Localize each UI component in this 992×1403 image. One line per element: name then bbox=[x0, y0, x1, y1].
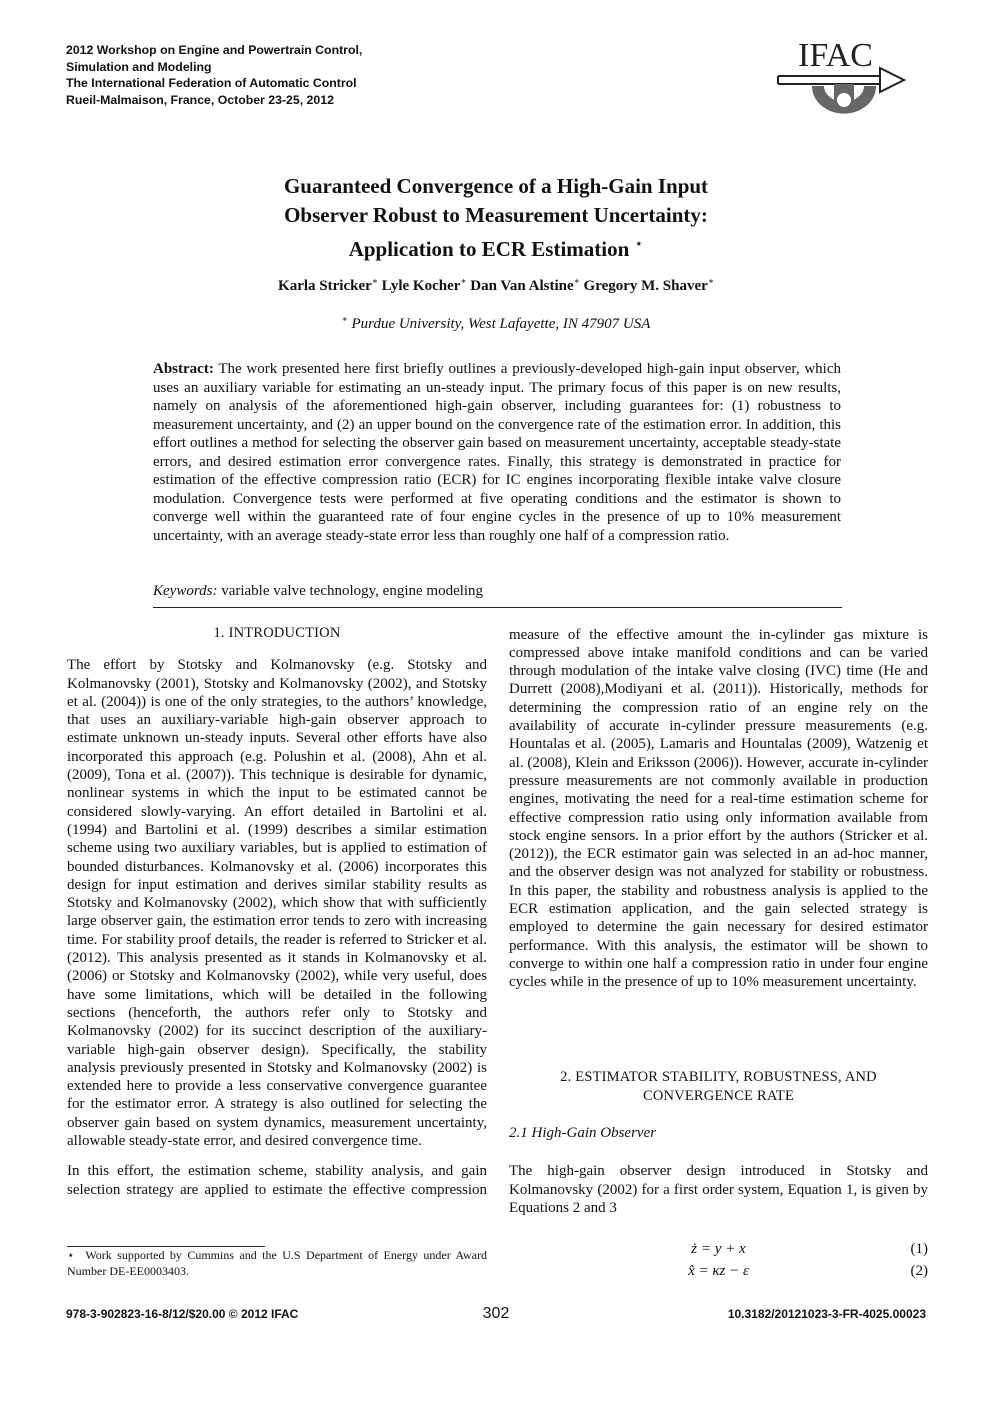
title-line-1: Guaranteed Convergence of a High-Gain Input bbox=[283, 174, 709, 198]
paper-title bbox=[150, 172, 842, 264]
equation-2-number: (2) bbox=[910, 1263, 928, 1279]
abstract bbox=[153, 360, 841, 545]
author-mark: ∗ bbox=[573, 276, 580, 286]
author-name: Dan Van Alstine bbox=[470, 278, 574, 294]
abstract-label: Abstract: bbox=[153, 361, 214, 377]
author-mark: ∗ bbox=[707, 276, 714, 286]
ifac-logo-text: IFAC bbox=[798, 37, 873, 74]
intro-paragraph-2-start bbox=[67, 1162, 487, 1198]
intro-paragraph-2-flow bbox=[509, 624, 928, 992]
equation-2-expr: x̂ = κz − ε bbox=[688, 1263, 749, 1279]
conference-line-4: Rueil-Malmaison, France, October 23-25, 2012 bbox=[66, 92, 334, 107]
footnote-text: Work supported by Cummins and the U.S Department of Energy under Award Number DE-EE0003403. bbox=[67, 1248, 488, 1278]
intro-paragraph-2: In this effort, the estimation scheme, stability analysis, and gain selection strategy are applied to estimate the effective compression bbox=[67, 1163, 487, 1198]
section-2-heading-line-1: 2. ESTIMATOR STABILITY, ROBUSTNESS, AND bbox=[560, 1069, 877, 1085]
equation-1-number: (1) bbox=[910, 1241, 928, 1257]
keywords-text: variable valve technology, engine modeling bbox=[221, 583, 484, 599]
section-2-heading-line-2: CONVERGENCE RATE bbox=[642, 1088, 795, 1104]
author-name: Lyle Kocher bbox=[381, 278, 461, 294]
footer-isbn: 978-3-902823-16-8/12/$20.00 © 2012 IFAC bbox=[66, 1307, 299, 1321]
intro-paragraph-2-cont-text: measure of the effective amount the in-cylinder gas mixture is compressed above intake manifold conditions and can be varied through modulation of the intake valve closing (IVC) time (He and Durrett (2008),Modiyani et al. (2011)). Historically, methods for determining the compression ratio of an engine rely on the availability of accurate in-cylinder pressure measurements (e.g. Hountalas et al. (2005), Lamaris and Hountalas (2009), Watzenig et al. (2008), Klein and Eriksson (2006)). However, accurate in-cylinder pressure measurements are not commonly available in production engines, motivating the need for a real-time estimation scheme for effective compression ratio using only information available from stock engine sensors. In a prior effort by the authors (Stricker et al. (2012)), the ECR estimator gain was selected in an ad-hoc manner, and the observer design was not analyzed for stability or robustness. In this paper, the stability and robustness analysis is applied to the ECR estimation application, and the gain selected strategy is employed to determine the gain necessary for desired estimator performance. With this analysis, the estimator will be shown to converge to within one half a compression ratio in under four engine cycles while in the presence of up to 10% measurement uncertainty. bbox=[509, 626, 928, 991]
affiliation bbox=[150, 314, 842, 333]
author-name: Karla Stricker bbox=[278, 278, 372, 294]
conference-line-3: The International Federation of Automatic Control bbox=[66, 76, 357, 90]
equation-2 bbox=[509, 1263, 928, 1283]
intro-paragraph-1: The effort by Stotsky and Kolmanovsky (e.g. Stotsky and Kolmanovsky (2001), Stotsky and Kolmanovsky (2002), and Stotsky et al. (2004)) is one of the only strategies, to the authors’ knowledge, that uses an auxiliary-variable high-gain observer approach to estimate unknown un-steady inputs. Several other efforts have also incorporated this approach (e.g. Polushin et al. (2008), Ahn et al. (2009), Tona et al. (2007)). This technique is desirable for dynamic, nonlinear systems in which the input to be estimated cannot be considered slowly-varying. An effort detailed in Bartolini et al. (1994) and Bartolini et al. (1999) describes a similar estimation scheme using two auxiliary variables, but is applied to estimation of bounded disturbances. Kolmanovsky et al. (2006) incorporates this design for input estimation and derives similar stability results as Stotsky and Kolmanovsky (2002), which show that with sufficiently large observer gain, the estimation error tends to zero with increasing time. For stability proof details, the reader is referred to Stricker et al. (2012). This analysis presented as it stands in Kolmanovsky et al. (2006) or Stotsky and Kolmanovsky (2002), while very useful, does have some limitations, which will be detailed in the following sections (henceforth, the authors refer only to Stotsky and Kolmanovsky (2002) for its succinct description of the auxiliary-variable high-gain observer design). Specifically, the stability analysis previously presented in Stotsky and Kolmanovsky (2002) is extended here to provide a less conservative convergence guarantee for the estimator error. A strategy is also outlined for selecting the observer gain based on system dynamics, measurement uncertainty, allowable steady-state error, and desired convergence time. bbox=[67, 657, 487, 1150]
author-mark: ∗ bbox=[460, 276, 467, 286]
author-name: Gregory M. Shaver bbox=[583, 278, 708, 294]
right-column bbox=[509, 624, 928, 1217]
author-mark: ∗ bbox=[371, 276, 378, 286]
title-line-3 bbox=[150, 230, 842, 264]
equation-1-expr: ż = y + x bbox=[691, 1241, 746, 1257]
section-1-heading: 1. INTRODUCTION bbox=[213, 625, 341, 641]
page-number: 302 bbox=[482, 1305, 510, 1322]
footer-doi: 10.3182/20121023-3-FR-4025.00023 bbox=[727, 1307, 926, 1321]
conference-header bbox=[66, 42, 486, 108]
equation-1 bbox=[509, 1241, 928, 1261]
title-line-2: Observer Robust to Measurement Uncertainty: bbox=[284, 203, 708, 227]
title-line-3-text: Application to ECR Estimation bbox=[348, 237, 630, 261]
keywords-rule bbox=[153, 607, 842, 608]
keywords-label: Keywords: bbox=[153, 583, 218, 599]
section-2-heading bbox=[509, 1068, 928, 1106]
conference-line-2: Simulation and Modeling bbox=[66, 59, 212, 74]
footnote-rule bbox=[67, 1246, 265, 1247]
keywords bbox=[153, 583, 841, 600]
intro-paragraph-2-continued bbox=[509, 624, 928, 1046]
affiliation-mark: ∗ bbox=[341, 314, 348, 324]
subsection-2-1-heading: 2.1 High-Gain Observer bbox=[509, 1125, 657, 1141]
left-column bbox=[67, 624, 487, 1198]
conference-line-1: 2012 Workshop on Engine and Powertrain Control, bbox=[66, 43, 363, 57]
author-list bbox=[150, 276, 842, 295]
ifac-logo bbox=[772, 34, 912, 130]
affiliation-text: Purdue University, West Lafayette, IN 47907 USA bbox=[351, 316, 651, 332]
title-star: ⋆ bbox=[634, 237, 644, 252]
footnote bbox=[67, 1248, 487, 1279]
abstract-text: The work presented here first briefly outlines a previously-developed high-gain input observer, which uses an auxiliary variable for estimating an un-steady input. The primary focus of this paper is on new results, namely on analysis of the aforementioned high-gain observer, including guarantees for: (1) robustness to measurement uncertainty, and (2) an upper bound on the convergence rate of the estimation error. In addition, this effort outlines a method for selecting the observer gain based on measurement uncertainty, acceptable steady-state errors, and desired estimation error convergence rates. Finally, this strategy is demonstrated in practice for estimation of the effective compression ratio (ECR) for IC engines incorporating flexible intake valve closure modulation. Convergence tests were performed at five operating conditions and the estimator is shown to converge well within the guaranteed rate of four engine cycles in the presence of up to 10% measurement uncertainty, with an average steady-state error less than roughly one half of a compression ratio. bbox=[153, 361, 841, 544]
section-2-paragraph: The high-gain observer design introduced in Stotsky and Kolmanovsky (2002) for a first order system, Equation 1, is given by Equations 2 and 3 bbox=[509, 1163, 928, 1216]
footnote-mark: ⋆ bbox=[67, 1248, 75, 1262]
